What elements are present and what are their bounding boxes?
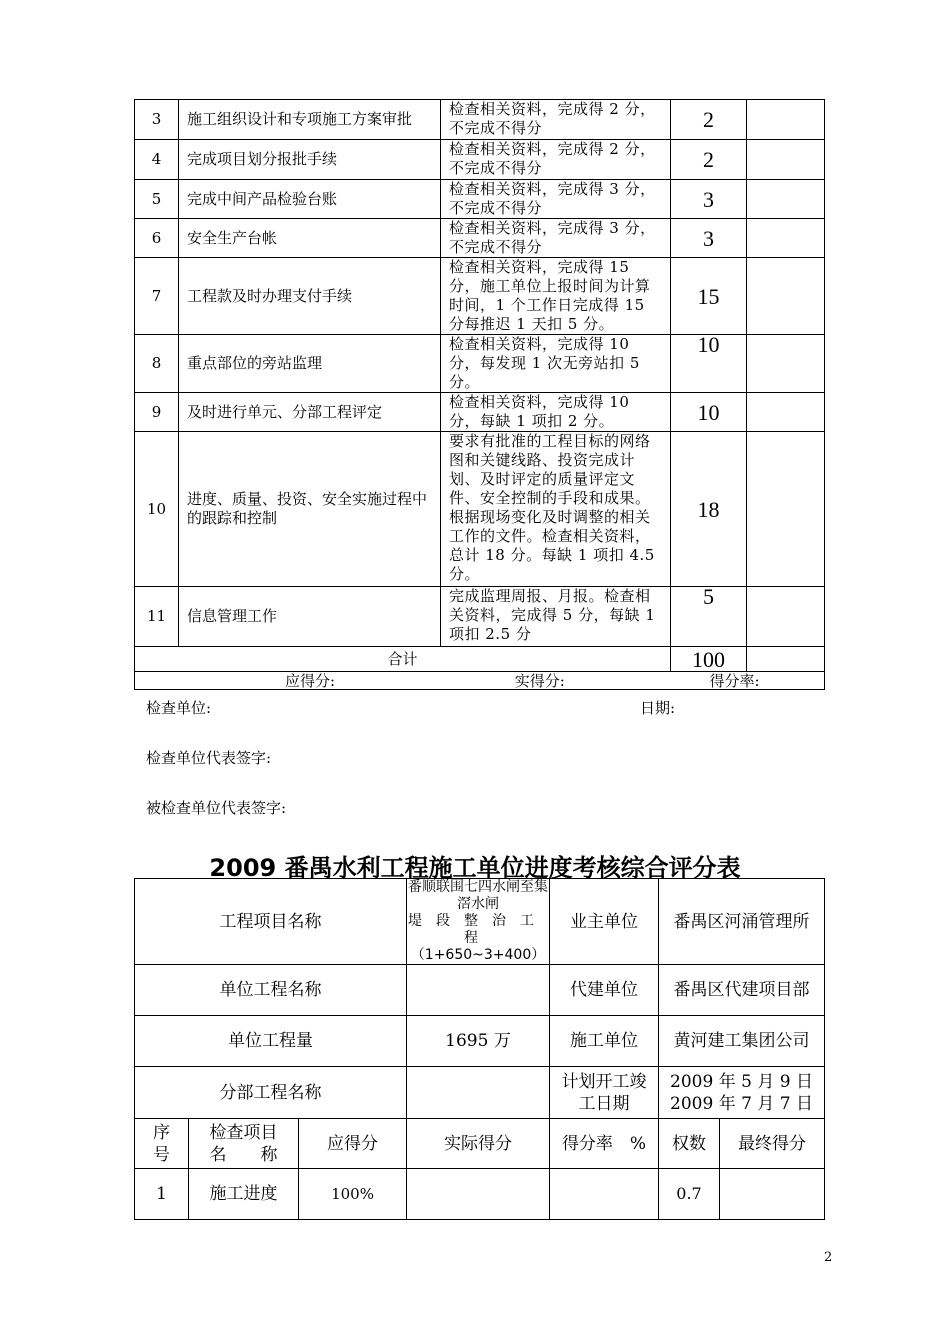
blank-cell xyxy=(747,587,825,647)
table-row xyxy=(135,1016,825,1067)
inspection-unit-label: 检查单位: xyxy=(146,699,212,717)
project-name-line: （1+650~3+400） xyxy=(410,947,546,963)
blank-cell xyxy=(747,100,825,140)
inspector-signature-label: 检查单位代表签字: xyxy=(146,749,272,767)
row-number: 11 xyxy=(135,587,179,647)
score: 5 xyxy=(671,587,747,647)
row-number: 1 xyxy=(135,1169,189,1220)
row-number: 7 xyxy=(135,258,179,335)
footer-row xyxy=(135,672,825,690)
row-number: 5 xyxy=(135,180,179,219)
blank-cell xyxy=(747,647,825,672)
agent-value: 番禺区代建项目部 xyxy=(659,965,825,1016)
blank-cell xyxy=(747,432,825,587)
table-row xyxy=(135,258,825,335)
col-header-no: 序号 xyxy=(135,1119,189,1169)
total-label: 合计 xyxy=(135,647,671,672)
check-method: 完成监理周报、月报。检查相关资料，完成得 5 分，每缺 1 项扣 2.5 分 xyxy=(441,587,671,647)
owner-label: 业主单位 xyxy=(550,879,659,965)
check-method: 检查相关资料，完成得 10 分，每发现 1 次无旁站扣 5 分。 xyxy=(441,335,671,393)
check-method: 检查相关资料，完成得 15 分，施工单位上报时间为计算时间，1 个工作日完成得 15 分每推迟 1 天扣 5 分。 xyxy=(441,258,671,335)
weight: 0.7 xyxy=(659,1169,720,1220)
actual-score-label: 实得分: xyxy=(514,671,565,690)
project-name-line: 番顺联围七四水闸至集滘水闸 xyxy=(408,879,549,912)
should-score: 100% xyxy=(299,1169,407,1220)
unit-project-value xyxy=(407,965,550,1016)
page-number: 2 xyxy=(824,1250,833,1265)
score: 3 xyxy=(671,219,747,258)
project-name-label: 工程项目名称 xyxy=(135,879,407,965)
row-number: 4 xyxy=(135,140,179,180)
check-item: 工程款及时办理支付手续 xyxy=(179,258,441,335)
col-header-item: 检查项目名 称 xyxy=(189,1119,299,1169)
score-rate xyxy=(550,1169,659,1220)
actual-score xyxy=(407,1169,550,1220)
score: 18 xyxy=(671,432,747,587)
table-row xyxy=(135,180,825,219)
table-row xyxy=(135,100,825,140)
builder-value: 黄河建工集团公司 xyxy=(659,1016,825,1067)
check-method: 检查相关资料，完成得 2 分，不完成不得分 xyxy=(441,100,671,140)
planned-date-label: 计划开工竣工日期 xyxy=(550,1067,659,1119)
col-header-should: 应得分 xyxy=(299,1119,407,1169)
check-method: 要求有批准的工程目标的网络图和关键线路、投资完成计划、及时评定的质量评定文件、安全控制的手段和成果。根据现场变化及时调整的相关工作的文件。检查相关资料，总计 18 分。每缺 1 项扣 4.5 分。 xyxy=(441,432,671,587)
header-row xyxy=(135,1119,825,1169)
check-item: 施工进度 xyxy=(189,1169,299,1220)
blank-cell xyxy=(747,140,825,180)
start-date: 2009 年 5 月 9 日 xyxy=(670,1071,813,1092)
total-row xyxy=(135,647,825,672)
table-row xyxy=(135,965,825,1016)
project-name-value xyxy=(407,879,550,965)
table-row xyxy=(135,335,825,393)
amount-label: 单位工程量 xyxy=(135,1016,407,1067)
table-row xyxy=(135,879,825,965)
part-project-value xyxy=(407,1067,550,1119)
table-row xyxy=(135,432,825,587)
check-item: 及时进行单元、分部工程评定 xyxy=(179,393,441,432)
end-date: 2009 年 7 月 7 日 xyxy=(670,1093,813,1114)
score-rate-label: 得分率: xyxy=(709,671,760,690)
blank-cell xyxy=(747,219,825,258)
blank-cell xyxy=(747,258,825,335)
table-row xyxy=(135,1169,825,1220)
total-score: 100 xyxy=(671,647,747,672)
row-number: 9 xyxy=(135,393,179,432)
owner-value: 番禺区河涌管理所 xyxy=(659,879,825,965)
check-item: 信息管理工作 xyxy=(179,587,441,647)
should-score-label: 应得分: xyxy=(284,671,335,690)
check-method: 检查相关资料，完成得 10 分，每缺 1 项扣 2 分。 xyxy=(441,393,671,432)
final-score xyxy=(720,1169,825,1220)
agent-label: 代建单位 xyxy=(550,965,659,1016)
score: 3 xyxy=(671,180,747,219)
blank-cell xyxy=(747,393,825,432)
inspected-signature-label: 被检查单位代表签字: xyxy=(146,799,287,817)
table-row xyxy=(135,587,825,647)
table-row xyxy=(135,393,825,432)
unit-project-label: 单位工程名称 xyxy=(135,965,407,1016)
check-item: 安全生产台帐 xyxy=(179,219,441,258)
score: 2 xyxy=(671,100,747,140)
project-name-line: 堤段整治工程 xyxy=(408,913,549,946)
col-header-actual: 实际得分 xyxy=(407,1119,550,1169)
row-number: 8 xyxy=(135,335,179,393)
check-item: 进度、质量、投资、安全实施过程中的跟踪和控制 xyxy=(179,432,441,587)
page-title: 2009 番禺水利工程施工单位进度考核综合评分表 xyxy=(209,854,741,882)
col-header-final: 最终得分 xyxy=(720,1119,825,1169)
planned-date-value xyxy=(659,1067,825,1119)
table-row xyxy=(135,140,825,180)
table-row xyxy=(135,219,825,258)
amount-value: 1695 万 xyxy=(407,1016,550,1067)
row-number: 6 xyxy=(135,219,179,258)
score: 15 xyxy=(671,258,747,335)
blank-cell xyxy=(747,335,825,393)
check-item: 完成中间产品检验台账 xyxy=(179,180,441,219)
part-project-label: 分部工程名称 xyxy=(135,1067,407,1119)
score: 10 xyxy=(671,335,747,393)
summary-table xyxy=(134,878,825,1220)
check-item: 施工组织设计和专项施工方案审批 xyxy=(179,100,441,140)
table-row xyxy=(135,1067,825,1119)
blank-cell xyxy=(747,180,825,219)
row-number: 3 xyxy=(135,100,179,140)
score: 2 xyxy=(671,140,747,180)
col-header-weight: 权数 xyxy=(659,1119,720,1169)
row-number: 10 xyxy=(135,432,179,587)
check-method: 检查相关资料，完成得 3 分，不完成不得分 xyxy=(441,219,671,258)
check-item: 完成项目划分报批手续 xyxy=(179,140,441,180)
date-label: 日期: xyxy=(640,699,676,717)
check-item: 重点部位的旁站监理 xyxy=(179,335,441,393)
check-method: 检查相关资料，完成得 3 分，不完成不得分 xyxy=(441,180,671,219)
builder-label: 施工单位 xyxy=(550,1016,659,1067)
col-header-rate: 得分率 % xyxy=(550,1119,659,1169)
check-method: 检查相关资料，完成得 2 分，不完成不得分 xyxy=(441,140,671,180)
score: 10 xyxy=(671,393,747,432)
scoring-table xyxy=(134,99,825,690)
